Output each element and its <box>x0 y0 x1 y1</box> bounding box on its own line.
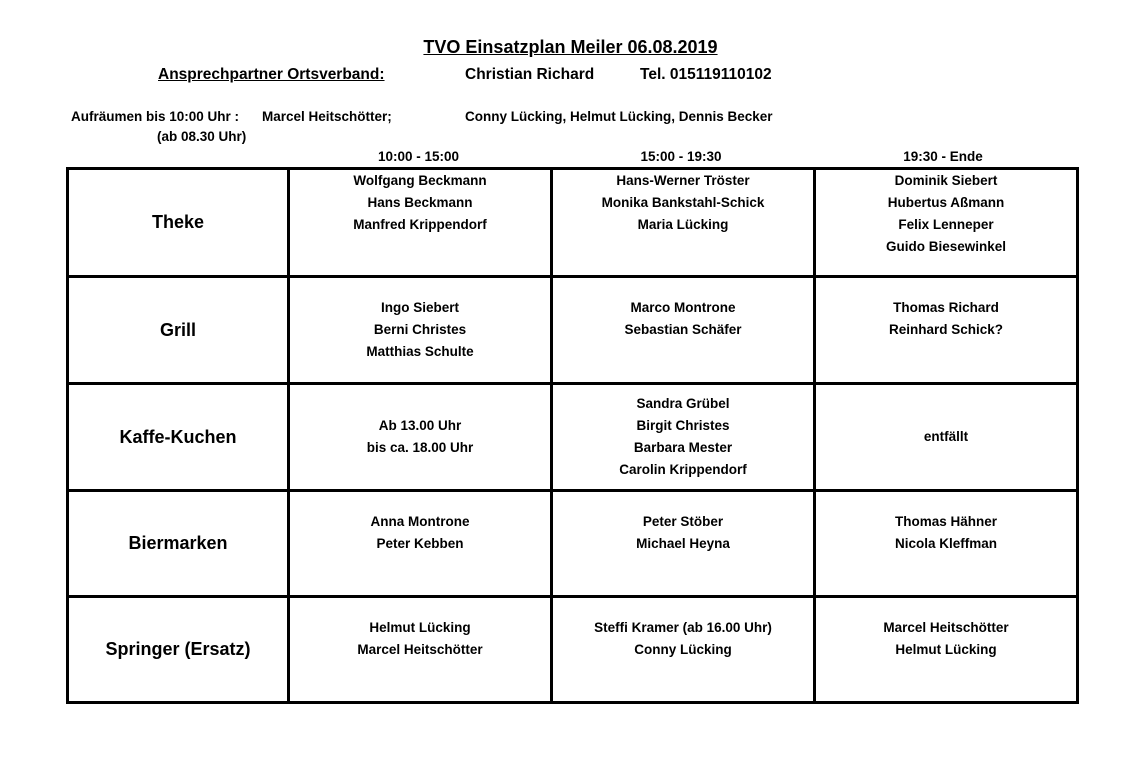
assignee-name: Dominik Siebert <box>894 173 998 188</box>
assignee-name: Thomas Hähner <box>894 513 998 529</box>
assignee-name: Maria Lücking <box>637 217 729 232</box>
shift-cell <box>815 277 1078 384</box>
shift-cell <box>815 491 1078 597</box>
assignee-name: Guido Biesewinkel <box>885 239 1007 254</box>
assignee-name: Anna Montrone <box>370 513 470 529</box>
shift-cell <box>552 169 815 277</box>
shift-cell <box>552 384 815 491</box>
assignee-name: Michael Heyna <box>636 535 730 551</box>
assignee-name: Berni Christes <box>373 322 467 337</box>
assignee-name: Wolfgang Beckmann <box>353 173 487 188</box>
assignee-name: Ab 13.00 Uhr <box>378 418 462 433</box>
assignee-name: Hans-Werner Tröster <box>616 173 750 188</box>
assignee-name: Thomas Richard <box>893 300 999 315</box>
cleanup-persons-other: Conny Lücking, Helmut Lücking, Dennis Becker <box>465 109 773 124</box>
assignee-name: Ingo Siebert <box>380 300 459 315</box>
assignee-name: Marco Montrone <box>630 300 736 315</box>
cleanup-note: (ab 08.30 Uhr) <box>157 129 247 144</box>
table-row-grill <box>68 277 1078 384</box>
table-row-biermarken <box>68 491 1078 597</box>
shift-cell <box>552 277 815 384</box>
row-label: Springer (Ersatz) <box>68 597 289 703</box>
assignee-name: bis ca. 18.00 Uhr <box>366 440 474 455</box>
contact-name: Christian Richard <box>465 66 595 83</box>
shift-cell <box>552 597 815 703</box>
page-title: TVO Einsatzplan Meiler 06.08.2019 <box>423 37 718 57</box>
row-label: Kaffe-Kuchen <box>68 384 289 491</box>
assignee-name: Hubertus Aßmann <box>887 195 1005 210</box>
shift-cell <box>552 491 815 597</box>
shift-cell <box>289 384 552 491</box>
assignee-name: Felix Lenneper <box>898 217 994 232</box>
cleanup-label: Aufräumen bis 10:00 Uhr : <box>71 109 240 124</box>
shift-cell <box>289 277 552 384</box>
row-label: Theke <box>68 169 289 277</box>
assignee-name: Matthias Schulte <box>366 344 474 359</box>
assignee-name: Steffi Kramer (ab 16.00 Uhr) <box>594 619 772 635</box>
assignee-name: Birgit Christes <box>636 418 730 433</box>
contact-phone: Tel. 015119110102 <box>640 66 772 83</box>
shift-cell <box>815 384 1078 491</box>
assignee-name: Manfred Krippendorf <box>353 217 487 232</box>
shift-cell <box>289 169 552 277</box>
assignee-name: Carolin Krippendorf <box>619 462 747 477</box>
assignee-name: entfällt <box>923 429 969 444</box>
assignee-name: Peter Stöber <box>642 513 724 529</box>
assignee-name: Reinhard Schick? <box>888 322 1004 337</box>
schedule-table <box>66 167 1079 704</box>
assignee-name: Marcel Heitschötter <box>883 619 1009 635</box>
assignee-name: Nicola Kleffman <box>894 535 998 551</box>
column-header-shift-1: 10:00 - 15:00 <box>377 149 460 164</box>
table-row-springer <box>68 597 1078 703</box>
row-label: Grill <box>68 277 289 384</box>
shift-cell <box>815 597 1078 703</box>
table-row-theke <box>68 169 1078 277</box>
assignee-name: Marcel Heitschötter <box>357 641 483 657</box>
assignee-name: Barbara Mester <box>633 440 733 455</box>
assignee-name: Monika Bankstahl-Schick <box>601 195 765 210</box>
shift-cell <box>289 597 552 703</box>
contact-label: Ansprechpartner Ortsverband: <box>158 66 385 83</box>
shift-cell <box>815 169 1078 277</box>
column-header-shift-3: 19:30 - Ende <box>903 149 983 164</box>
assignee-name: Peter Kebben <box>376 535 464 551</box>
shift-cell <box>289 491 552 597</box>
assignee-name: Sandra Grübel <box>636 396 730 411</box>
table-row-kaffe-kuchen <box>68 384 1078 491</box>
column-header-shift-2: 15:00 - 19:30 <box>640 149 722 164</box>
assignee-name: Helmut Lücking <box>369 619 471 635</box>
assignee-name: Sebastian Schäfer <box>624 322 742 337</box>
assignee-name: Hans Beckmann <box>367 195 473 210</box>
cleanup-person-primary: Marcel Heitschötter; <box>262 109 392 124</box>
assignee-name: Conny Lücking <box>634 641 732 657</box>
assignee-name: Helmut Lücking <box>895 641 997 657</box>
row-label: Biermarken <box>68 491 289 597</box>
